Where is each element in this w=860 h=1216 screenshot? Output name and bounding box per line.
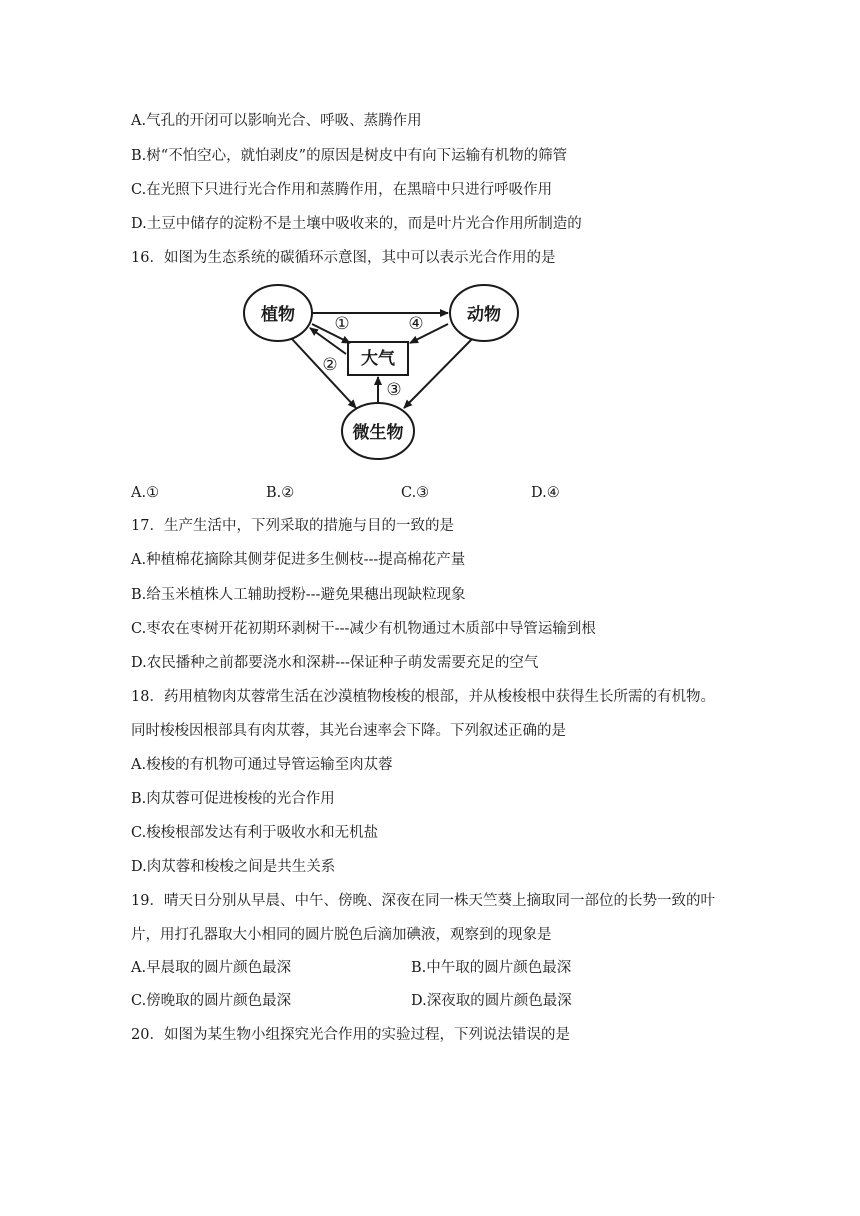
q18-option-d: D.肉苁蓉和梭梭之间是共生关系	[131, 859, 336, 875]
q19-stem-line2: 片，用打孔器取大小相同的圆片脱色后滴加碘液，观察到的现象是	[131, 927, 552, 943]
carbon-cycle-diagram	[240, 280, 501, 465]
q17-option-c: C.枣农在枣树开花初期环剥树干---减少有机物通过木质部中导管运输到根	[131, 621, 596, 637]
arrow-animal-to-microbe	[404, 339, 472, 408]
q19-option-b: B.中午取的圆片颜色最深	[411, 960, 572, 976]
marker-4: ④	[408, 314, 424, 334]
q17-option-d: D.农民播种之前都要浇水和深耕---保证种子萌发需要充足的空气	[131, 655, 539, 671]
q19-option-a: A.早晨取的圆片颜色最深	[131, 960, 292, 976]
q16-option-a: A.①	[131, 485, 160, 501]
q18-stem-line1: 18．药用植物肉苁蓉常生活在沙漠植物梭梭的根部，并从梭梭根中获得生长所需的有机物。	[131, 689, 715, 705]
marker-3: ③	[386, 380, 402, 400]
q16-option-c: C.③	[401, 485, 430, 501]
marker-2: ②	[322, 355, 338, 375]
q19-option-c: C.傍晚取的圆片颜色最深	[131, 993, 292, 1009]
q19-stem-line1: 19．晴天日分别从早晨、中午、傍晚、深夜在同一株天竺葵上摘取同一部位的长势一致的叶	[131, 893, 715, 909]
q18-stem-line2: 同时梭梭因根部具有肉苁蓉，其光台速率会下降。下列叙述正确的是	[131, 723, 566, 739]
q18-option-c: C.梭梭根部发达有利于吸收水和无机盐	[131, 825, 379, 841]
q17-option-b: B.给玉米植株人工辅助授粉---避免果穗出现缺粒现象	[131, 587, 466, 603]
q19-option-d: D.深夜取的圆片颜色最深	[411, 993, 572, 1009]
q16-stem: 16．如图为生态系统的碳循环示意图，其中可以表示光合作用的是	[131, 250, 556, 266]
q18-option-a: A.梭梭的有机物可通过导管运输至肉苁蓉	[131, 757, 393, 773]
animal-label: 动物	[467, 305, 501, 325]
q17-option-a: A.种植棉花摘除其侧芽促进多生侧枝---提高棉花产量	[131, 552, 466, 568]
marker-1: ①	[334, 314, 350, 334]
plant-label: 植物	[261, 305, 295, 325]
q15-option-d: D.土豆中储存的淀粉不是土壤中吸收来的，而是叶片光合作用所制造的	[131, 216, 582, 232]
atmosphere-label: 大气	[361, 349, 395, 369]
q15-option-b: B.树“不怕空心，就怕剥皮”的原因是树皮中有向下运输有机物的筛管	[131, 148, 568, 164]
q16-option-d: D.④	[531, 485, 560, 501]
q17-stem: 17．生产生活中，下列采取的措施与目的一致的是	[131, 518, 454, 534]
q15-option-c: C.在光照下只进行光合作用和蒸腾作用，在黑暗中只进行呼吸作用	[131, 182, 553, 198]
q16-option-b: B.②	[266, 485, 295, 501]
q20-stem: 20．如图为某生物小组探究光合作用的实验过程，下列说法错误的是	[131, 1027, 570, 1043]
q15-option-a: A.气孔的开闭可以影响光合、呼吸、蒸腾作用	[131, 113, 422, 129]
microbe-label: 微生物	[352, 423, 404, 443]
q18-option-b: B.肉苁蓉可促进梭梭的光合作用	[131, 791, 335, 807]
